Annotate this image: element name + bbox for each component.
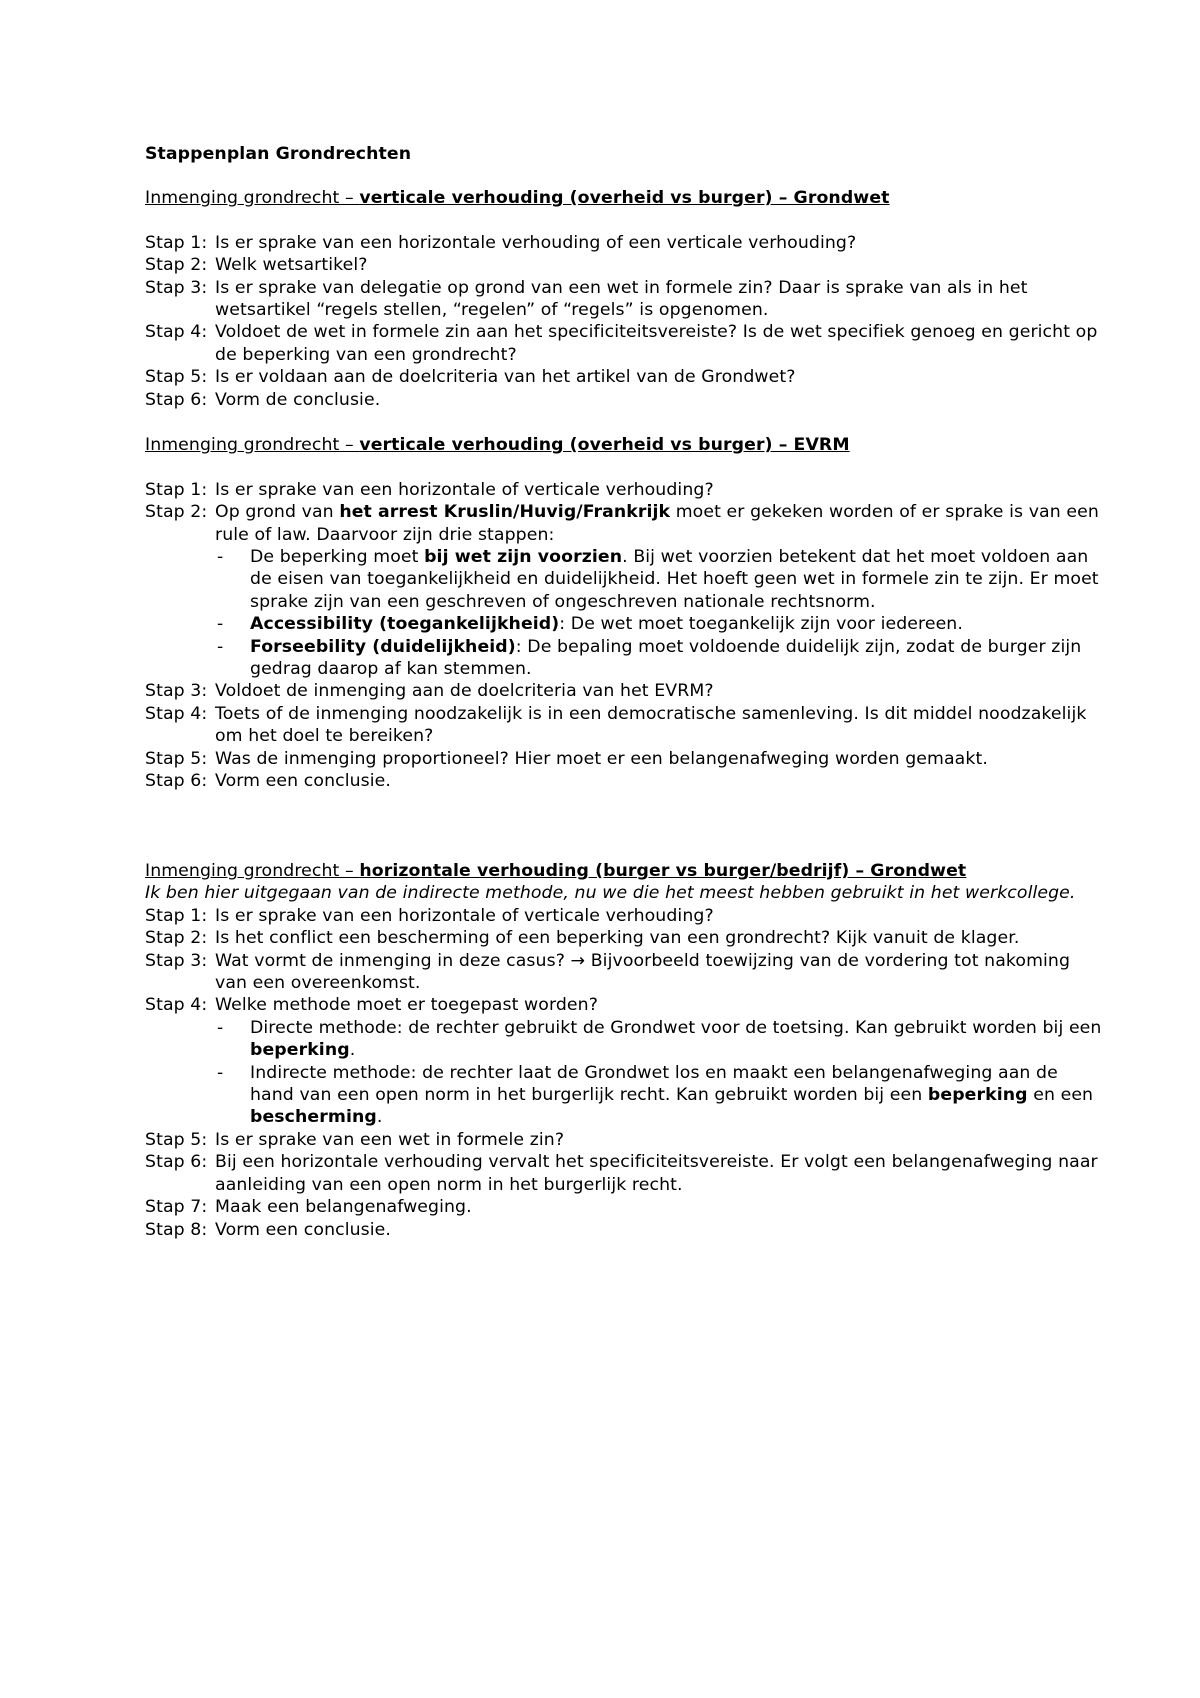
step-number: Stap 4: <box>145 995 208 1016</box>
step-text: Bij een horizontale verhouding vervalt het specificiteitsvereiste. Er volgt een belangenafweging naar aanleiding van een open norm in het burgerlijk recht. <box>215 1152 1098 1195</box>
section-grondwet-horizontaal <box>145 860 1105 1241</box>
step-item <box>145 950 1105 995</box>
step-text: Is er sprake van een horizontale verhouding of een verticale verhouding? <box>215 232 857 253</box>
bullet-dash: - <box>217 547 224 568</box>
step-item <box>145 1196 1105 1218</box>
step-item <box>145 479 1105 501</box>
step-number: Stap 3: <box>145 681 208 702</box>
bullet-item <box>215 546 1105 613</box>
step-text: Vorm de conclusie. <box>215 389 381 410</box>
step-text: Was de inmenging proportioneel? Hier moet er een belangenafweging worden gemaakt. <box>215 748 988 769</box>
step-item <box>145 1129 1105 1151</box>
section-grondwet-verticaal <box>145 187 1105 411</box>
step-item <box>145 680 1105 702</box>
step-number: Stap 2: <box>145 502 208 523</box>
step-text: Toets of de inmenging noodzakelijk is in een democratische samenleving. Is dit middel noodzakelijk om het doel te bereiken? <box>215 703 1087 747</box>
step-text: Is er sprake van een horizontale of verticale verhouding? <box>215 905 714 926</box>
step-number: Stap 7: <box>145 1197 208 1218</box>
step-item <box>145 1219 1105 1241</box>
step-text: Is er sprake van een horizontale of verticale verhouding? <box>215 479 714 500</box>
step-number: Stap 3: <box>145 950 208 971</box>
step-number: Stap 1: <box>145 232 208 253</box>
step-text: Is er sprake van een wet in formele zin? <box>215 1129 565 1150</box>
step-text: Is het conflict een bescherming of een beperking van een grondrecht? Kijk vanuit de klager. <box>215 928 1020 949</box>
section-heading <box>145 434 1105 456</box>
step-item <box>145 232 1105 254</box>
heading-emphasis: verticale verhouding (overheid vs burger) – EVRM <box>359 435 850 455</box>
step-item <box>145 321 1105 366</box>
heading-prefix: Inmenging grondrecht – <box>145 188 360 208</box>
bullet-dash: - <box>217 614 224 635</box>
step-text: Vorm een conclusie. <box>215 1219 392 1240</box>
heading-prefix: Inmenging grondrecht – <box>145 435 360 455</box>
step-item <box>145 927 1105 949</box>
step-item <box>145 703 1105 748</box>
section-evrm-verticaal <box>145 434 1105 792</box>
step-text: Is er voldaan aan de doelcriteria van het artikel van de Grondwet? <box>215 367 796 388</box>
step-item <box>145 366 1105 388</box>
step-item <box>145 905 1105 927</box>
bullet-item <box>215 613 1105 635</box>
step-number: Stap 8: <box>145 1219 208 1240</box>
step-number: Stap 2: <box>145 255 208 276</box>
bullet-dash: - <box>217 1017 224 1038</box>
step-number: Stap 6: <box>145 1152 208 1173</box>
step-number: Stap 2: <box>145 928 208 949</box>
section-heading <box>145 860 1105 882</box>
section-heading <box>145 187 1105 209</box>
step-number: Stap 3: <box>145 277 208 298</box>
step-item <box>145 254 1105 276</box>
document-title: Stappenplan Grondrechten <box>145 144 412 164</box>
bullet-dash: - <box>217 1062 224 1083</box>
step-item <box>145 277 1105 322</box>
step-number: Stap 5: <box>145 1129 208 1150</box>
step-item <box>145 389 1105 411</box>
step-text: Op grond van het arrest Kruslin/Huvig/Frankrijk moet er gekeken worden of er sprake is van een rule of law. Daarvoor zijn drie stappen: <box>215 502 1099 545</box>
bullet-text: Forseebility (duidelijkheid): De bepaling moet voldoende duidelijk zijn, zodat de burger zijn gedrag daarop af kan stemmen. <box>250 636 1082 680</box>
section-note: Ik ben hier uitgegaan van de indirecte methode, nu we die het meest hebben gebruikt in het werkcollege. <box>145 883 1076 904</box>
heading-prefix: Inmenging grondrecht – <box>145 861 360 881</box>
step-text: Voldoet de inmenging aan de doelcriteria van het EVRM? <box>215 681 714 702</box>
step-number: Stap 5: <box>145 748 208 769</box>
step-text: Vorm een conclusie. <box>215 771 392 792</box>
bullet-text: Directe methode: de rechter gebruikt de Grondwet voor de toetsing. Kan gebruikt worden bij een beperking. <box>250 1017 1102 1061</box>
step-text: Wat vormt de inmenging in deze casus? → Bijvoorbeeld toewijzing van de vordering tot nakoming van een overeenkomst. <box>215 950 1071 994</box>
step-item <box>145 770 1105 792</box>
step-item <box>145 748 1105 770</box>
step-number: Stap 1: <box>145 479 208 500</box>
step-item <box>145 994 1105 1016</box>
heading-emphasis: horizontale verhouding (burger vs burger/bedrijf) – Grondwet <box>359 861 967 881</box>
bullet-text: Indirecte methode: de rechter laat de Grondwet los en maakt een belangenafweging aan de hand van een open norm in het burgerlijk recht. Kan gebruikt worden bij een beperking en een bescherming. <box>250 1062 1094 1128</box>
step-number: Stap 4: <box>145 703 208 724</box>
bullet-text: Accessibility (toegankelijkheid): De wet moet toegankelijk zijn voor iedereen. <box>250 614 963 635</box>
step-number: Stap 5: <box>145 367 208 388</box>
bullet-item <box>215 636 1105 681</box>
step-text: Voldoet de wet in formele zin aan het specificiteitsvereiste? Is de wet specifiek genoeg en gericht op de beperking van een grondrecht? <box>215 322 1098 365</box>
bullet-item <box>215 1062 1105 1129</box>
step-number: Stap 1: <box>145 905 208 926</box>
bullet-item <box>215 1017 1105 1062</box>
heading-emphasis: verticale verhouding (overheid vs burger) – Grondwet <box>359 188 890 208</box>
step-text: Maak een belangenafweging. <box>215 1197 472 1218</box>
step-text: Welke methode moet er toegepast worden? <box>215 995 598 1016</box>
bullet-dash: - <box>217 636 224 657</box>
step-text: Welk wetsartikel? <box>215 255 368 276</box>
step-number: Stap 4: <box>145 322 208 343</box>
step-item <box>145 501 1105 546</box>
step-text: Is er sprake van delegatie op grond van een wet in formele zin? Daar is sprake van als in het wetsartikel “regels stellen, “regelen” of “regels” is opgenomen. <box>215 277 1028 321</box>
bullet-text: De beperking moet bij wet zijn voorzien. Bij wet voorzien betekent dat het moet voldoen aan de eisen van toegankelijkheid en duidelijkheid. Het hoeft geen wet in formele zin te zijn. Er moet sprake zijn van een geschreven of ongeschreven nationale rechtsnorm. <box>250 547 1099 612</box>
step-number: Stap 6: <box>145 389 208 410</box>
step-number: Stap 6: <box>145 771 208 792</box>
step-item <box>145 1151 1105 1196</box>
